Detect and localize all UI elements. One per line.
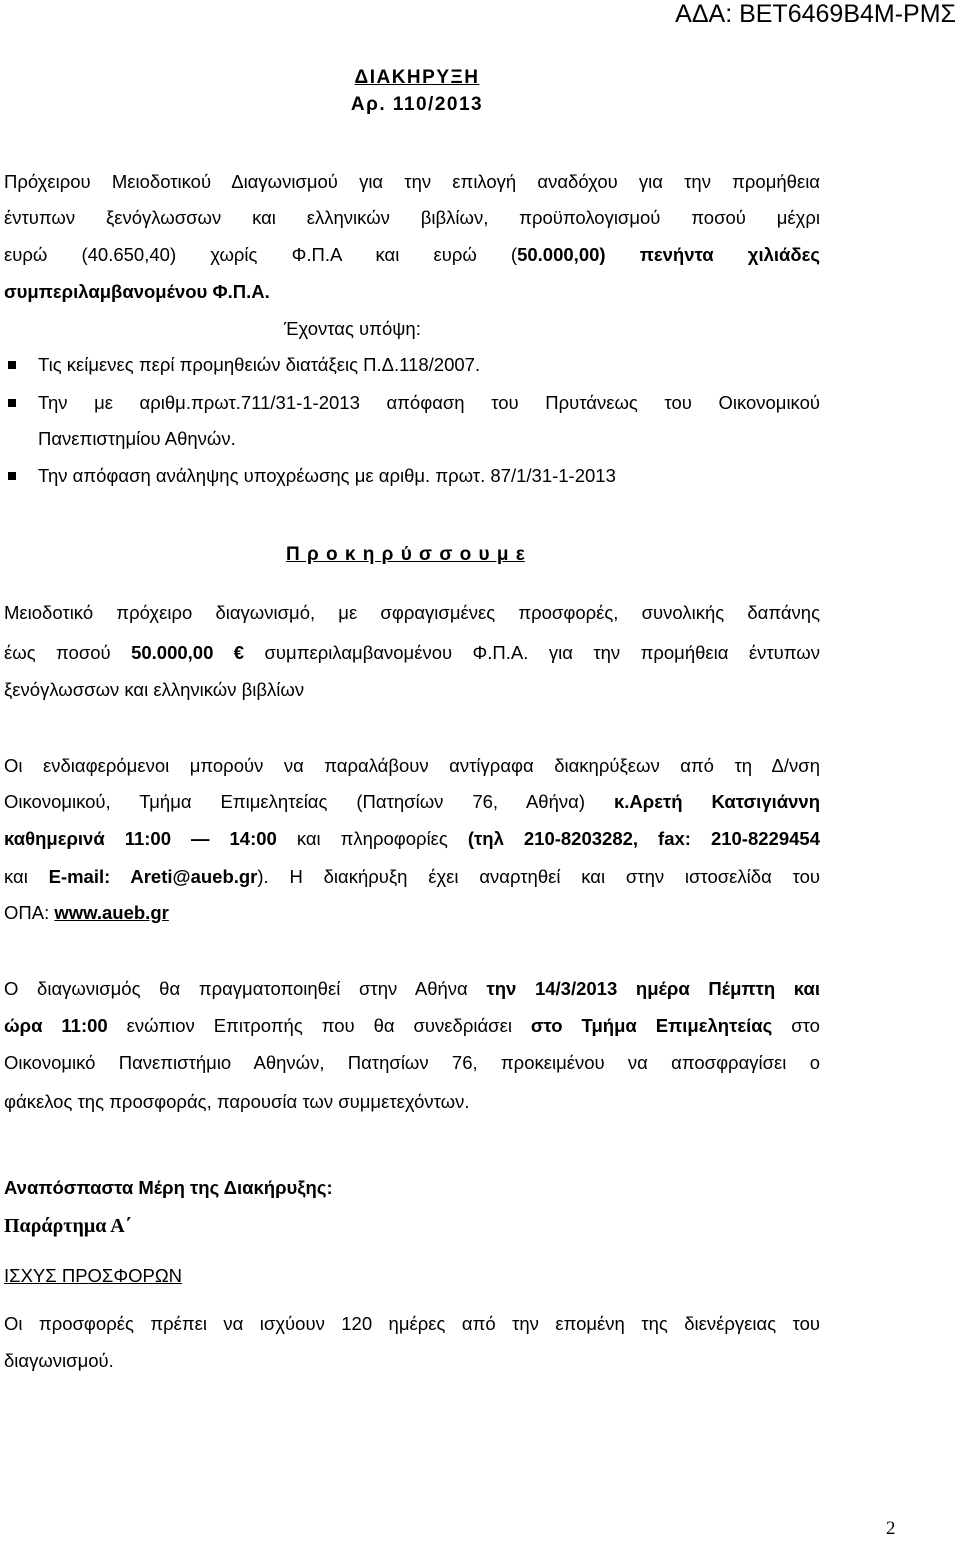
- annex-heading: Αναπόσπαστα Μέρη της Διακήρυξης:: [4, 1177, 333, 1198]
- website-link[interactable]: www.aueb.gr: [54, 902, 169, 923]
- tender-line-3: Οικονομικό Πανεπιστήμιο Αθηνών, Πατησίων 76, προκειμένου να αποσφραγίσει ο: [4, 1052, 820, 1073]
- contact-and: και: [4, 866, 49, 887]
- document-title: ΔΙΑΚΗΡΥΞΗ: [354, 67, 480, 88]
- contact-line-1: Οι ενδιαφερόμενοι μπορούν να παραλάβουν αντίγραφα διακηρύξεων από τη Δ/νση: [4, 755, 820, 776]
- contact-person: κ.Αρετή Κατσιγιάννη: [613, 791, 820, 812]
- proclaim-vat: συμπεριλαμβανομένου Φ.Π.Α.: [244, 642, 529, 663]
- ada-code: ΑΔΑ: ΒΕΤ6469Β4Μ-ΡΜΣ: [675, 0, 956, 28]
- tender-line-2: [4, 1015, 820, 1037]
- tender-line-1-start: Ο διαγωνισμός θα πραγματοποιηθεί στην Αθήνα: [4, 978, 487, 999]
- tender-to: στο: [772, 1015, 820, 1036]
- contact-info-label: και πληροφορίες: [276, 828, 468, 849]
- tender-committee: ενώπιον Επιτροπής που θα συνεδριάσει: [107, 1015, 531, 1036]
- intro-line-3-amount: 50.000,00) πενήντα χιλιάδες: [517, 244, 820, 265]
- contact-address: Οικονομικού, Τμήμα Επιμελητείας (Πατησίων 76, Αθήνα): [4, 791, 614, 812]
- intro-line-2: έντυπων ξενόγλωσσων και ελληνικών βιβλίων, προϋπολογισμού ποσού μέχρι: [4, 207, 820, 228]
- validity-heading: ΙΣΧΥΣ ΠΡΟΣΦΟΡΩΝ: [4, 1265, 183, 1286]
- validity-line-1: Οι προσφορές πρέπει να ισχύουν 120 ημέρες από την επομένη της διενέργειας του: [4, 1313, 820, 1334]
- document-number: Αρ. 110/2013: [350, 94, 484, 115]
- considering-item-1: Τις κείμενες περί προμηθειών διατάξεις Π.Δ.118/2007.: [38, 354, 481, 375]
- proclaim-line-2-end: για την προμήθεια έντυπων: [528, 642, 820, 663]
- contact-line-3: [4, 828, 820, 850]
- contact-line-4: [4, 866, 820, 888]
- tender-location: στο Τμήμα Επιμελητείας: [530, 1015, 773, 1036]
- proclaim-line-1: Μειοδοτικό πρόχειρο διαγωνισμό, με σφραγισμένες προσφορές, συνολικής δαπάνης: [4, 602, 820, 623]
- tender-line-4: φάκελος της προσφοράς, παρουσία των συμμετεχόντων.: [4, 1091, 470, 1112]
- bullet-icon: [8, 399, 16, 407]
- tender-date: την 14/3/2013 ημέρα Πέμπτη και: [486, 978, 821, 999]
- contact-email[interactable]: E-mail: Areti@aueb.gr: [48, 866, 258, 887]
- intro-line-3-start: ευρώ (40.650,40) χωρίς Φ.Π.Α και ευρώ (: [4, 244, 518, 265]
- appendix-label: Παράρτημα Α΄: [4, 1215, 132, 1237]
- page-number: 2: [886, 1518, 896, 1539]
- contact-line-2: [4, 791, 820, 813]
- intro-line-1: Πρόχειρου Μειοδοτικού Διαγωνισμού για την επιλογή αναδόχου για την προμήθεια: [4, 171, 820, 192]
- proclaim-line-2: [4, 642, 820, 664]
- bullet-icon: [8, 472, 16, 480]
- proclaim-line-2-start: έως ποσού: [4, 642, 132, 663]
- proclaim-heading: Π ρ ο κ η ρ ύ σ σ ο υ μ ε: [286, 544, 525, 565]
- intro-line-3: [4, 244, 820, 266]
- contact-phone-fax: (τηλ 210-8203282, fax: 210-8229454: [467, 828, 820, 849]
- bullet-icon: [8, 361, 16, 369]
- tender-line-1: [4, 978, 820, 1000]
- considering-item-2: Την με αριθμ.πρωτ.711/31-1-2013 απόφαση του Πρυτάνεως του Οικονομικού: [38, 392, 820, 413]
- validity-line-2: διαγωνισμού.: [4, 1350, 114, 1371]
- intro-line-4: συμπεριλαμβανομένου Φ.Π.Α.: [4, 281, 270, 302]
- euro-symbol: €: [233, 642, 245, 663]
- considering-item-3: Την απόφαση ανάληψης υποχρέωσης με αριθμ. πρωτ. 87/1/31-1-2013: [38, 465, 616, 486]
- proclaim-amount: 50.000,00: [131, 642, 214, 663]
- contact-opa-label: ΟΠΑ:: [4, 902, 55, 923]
- contact-line-5: [4, 902, 169, 924]
- proclaim-line-3: ξενόγλωσσων και ελληνικών βιβλίων: [4, 679, 305, 700]
- considering-heading: Έχοντας υπόψη:: [284, 318, 421, 339]
- contact-hours: καθημερινά 11:00 — 14:00: [4, 828, 277, 849]
- considering-item-2-cont: Πανεπιστημίου Αθηνών.: [38, 428, 236, 449]
- contact-website-text: ). Η διακήρυξη έχει αναρτηθεί και στην ιστοσελίδα του: [257, 866, 820, 887]
- tender-time: ώρα 11:00: [4, 1015, 108, 1036]
